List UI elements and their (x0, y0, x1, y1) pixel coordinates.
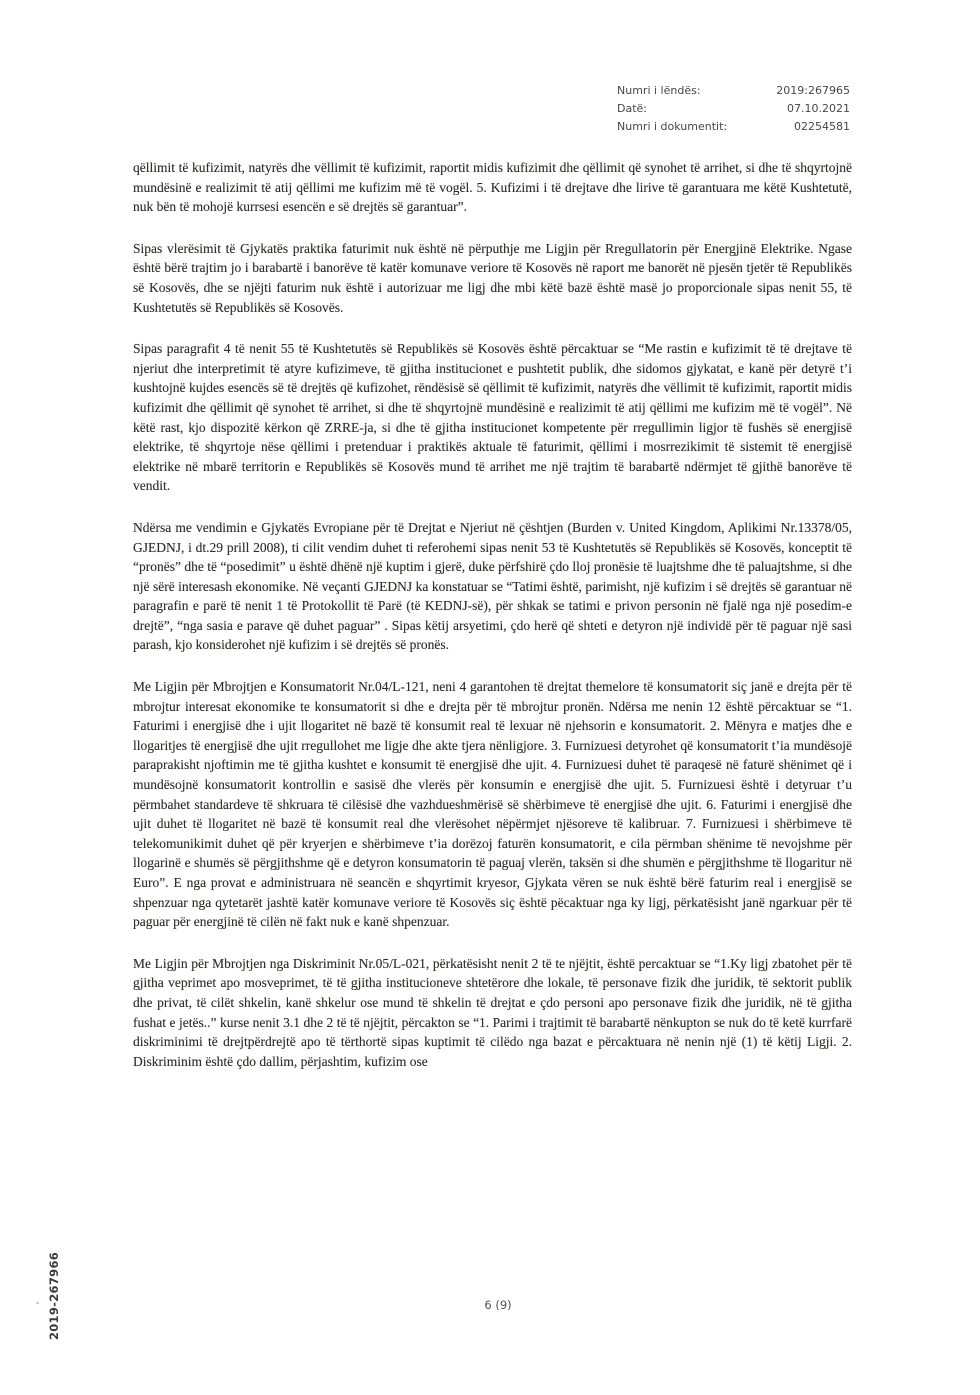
date-row (617, 100, 850, 118)
date-label: Datë: (617, 102, 647, 115)
page-number: 6 (9) (484, 1298, 512, 1312)
document-number-label: Numri i dokumentit: (617, 120, 728, 133)
document-number-value: 02254581 (794, 120, 850, 133)
case-number-row (617, 82, 850, 100)
paragraph-limitation-purpose: qëllimit të kufizimit, natyrës dhe vëllimit të kufizimit, raportit midis kufizimit dhe qëllimit që synohet të arrihet, si dhe të shqyrtojnë mundësinë e realizimit të atij qëllimi me kufizim më të vogël. 5. Kufizimi i të drejtave dhe lirive të garantuara me këtë Kushtetutë, nuk bën të mohojë kurrsesi esencën e së drejtës së garantuar”. (133, 160, 852, 215)
case-number-label: Numri i lëndës: (617, 84, 701, 97)
scan-artifact-speck (36, 1302, 39, 1304)
sidebar-case-id: 2019-267966 (47, 1251, 61, 1341)
paragraph-court-assessment: Sipas vlerësimit të Gjykatës praktika faturimit nuk është në përputhje me Ligjin për Rregullatorin për Energjinë Elektrike. Ngase është bërë trajtim jo i barabartë i banorëve të katër komunave veriore të Kosovës në raport me banorët në pjesën tjetër të Republikës së Kosovës, dhe se njëjti faturim nuk është i autorizuar me ligj dhe mbi këtë bazë është masë jo proporcionale sipas nenit 55, të Kushtetutës së Republikës së Kosovës. (133, 240, 852, 315)
document-meta-header (617, 82, 850, 136)
paragraph-consumer-protection-law: Me Ligjin për Mbrojtjen e Konsumatorit Nr.04/L-121, neni 4 garantohen të drejtat themelore të konsumatorit siç janë e drejta për të mbrojtur interesat ekonomike te konsumatorit si dhe e drejta për të mbrojtur pronën. Ndërsa me nenin 12 është përcaktuar se “1. Faturimi i energjisë dhe i ujit llogaritet në bazë të konsumit real të lexuar në njehsorin e konsumatorit. 2. Mënyra e matjes dhe e llogaritjes të energjisë dhe ujit rregullohet me ligje dhe akte tjera nënligjore. 3. Furnizuesi detyrohet që konsumatorit t’ia mundësojë paraprakisht njoftimin me të gjitha kushtet e konsumit të energjisë dhe ujit. 4. Furnizuesi duhet të paraqesë në faturë shënimet që i mundësojnë konsumatorit kontrollin e sasisë dhe vlerës për konsumin e energjisë dhe ujit. 5. Furnizuesi është i detyruar t’u përmbahet standardeve të shkruara të cilësisë dhe vazhdueshmërisë së shërbimeve të energjisë dhe ujit. 6. Faturimi i energjisë dhe ujit duhet të llogaritet në bazë të konsumit real dhe vlerësohet nëpërmjet njësoreve të kalibruar. 7. Furnizuesi i shërbimeve të telekomunikimit duhet që për kryerjen e shërbimeve t’ia dorëzoj faturën konsumatorit, e cila përmban shënime të nevojshme për llogarinë e shumës së përgjithshme që e detyron konsumatorin të paguaj vlerën, taksën si dhe shumën e përgjithshme të llogaritur në Euro”. E nga provat e administruara në seancën e shqyrtimit kryesor, Gjykata vëren se nuk është bërë faturim real i energjisë se shpenzuar nga qytetarët jashtë katër komunave veriore të Kosovës siç është pëcaktuar nga ky ligj, përkatësisht janë ngarkuar për të paguar për energjinë të cilën në fakt nuk e kanë shpenzuar. (133, 679, 852, 930)
date-value: 07.10.2021 (787, 102, 850, 115)
paragraph-constitution-article-55: Sipas paragrafit 4 të nenit 55 të Kushtetutës së Republikës së Kosovës është përcaktuar se “Me rastin e kufizimit të të drejtave të njeriut dhe interpretimit të atyre kufizimeve, të gjitha institucionet e pushtetit publik, dhe sidomos gjykatat, e kanë për detyrë t’i kushtojnë kujdes esencës së të drejtës që kufizohet, rëndësisë së qëllimit të kufizimit, natyrës dhe vëllimit të kufizimit, raportit midis kufizimit dhe qëllimit që synohet të arrihet, si dhe të shqyrtojnë mundësinë e realizimit të atij qëllimi me kufizim më të vogël”. Në këtë rast, kjo dispozitë kërkon që ZRRE-ja, si dhe të gjitha institucionet kompetente për rregullimin ligjor të fushës së energjisë elektrike, të shqyrtoje nëse qëllimi i pretenduar i praktikës aktuale të faturimit, qëllimi i mosrrezikimit të sistemit të energjisë elektrike në mbarë territorin e Republikës së Kosovës mund të arrihet me një trajtim të barabartë ndërmjet të gjithë banorëve të vendit. (133, 341, 852, 494)
paragraph-anti-discrimination-law: Me Ligjin për Mbrojtjen nga Diskriminit Nr.05/L-021, përkatësisht nenit 2 të te njëjtit, është percaktuar se “1.Ky ligj zbatohet për të gjitha veprimet apo mosveprimet, të të gjitha institucioneve shtetërore dhe lokale, të personave fizik dhe juridik, të sektorit publik dhe privat, të cilët shkelin, kanë shkelur ose mund të shkelin të drejtat e çdo personi apo personave fizik dhe juridik, në të gjitha fushat e jetës..” kurse nenit 3.1 dhe 2 të të njëjtit, përcakton se “1. Parimi i trajtimit të barabartë nënkupton se nuk do të ketë kurrfarë diskriminimi të drejtpërdrejtë apo të tërthortë sipas kuptimit të cilëdo nga bazat e përcaktuara në nenin një (1) të këtij Ligji. 2. Diskriminim është çdo dallim, përjashtim, kufizim ose (133, 955, 852, 1069)
case-number-value: 2019:267965 (776, 84, 850, 97)
paragraph-echr-burden-case: Ndërsa me vendimin e Gjykatës Evropiane për të Drejtat e Njeriut në çështjen (Burden v. United Kingdom, Aplikimi Nr.13378/05, GJEDNJ, i dt.29 prill 2008), ti cilit vendim duhet ti referohemi sipas nenit 53 të Kushtetutës së Republikës së Kosovës, konceptit të “pronës” dhe të “posedimit” u është dhënë një kuptim i gjerë, duke përfshirë çdo lloj pronësie të luajtshme dhe të paluajtshme, si dhe një sërë interesash ekonomike. Në veçanti GJEDNJ ka konstatuar se “Tatimi është, parimisht, një kufizim i së drejtës së garantuar në paragrafin e parë të nenit 1 të Protokollit të Parë (të KEDNJ-së), për shkak se tatimi e privon personin në fjalë nga një posedim-e drejtë”, “nga sasia e parave që duhet paguar” . Sipas këtij arsyetimi, çdo herë që shteti e detyron një individë për të paguar një sasi parash, kjo konsiderohet një kufizim i së drejtës së pronës. (133, 519, 852, 653)
document-body-text (133, 158, 852, 1093)
document-number-row (617, 118, 850, 136)
